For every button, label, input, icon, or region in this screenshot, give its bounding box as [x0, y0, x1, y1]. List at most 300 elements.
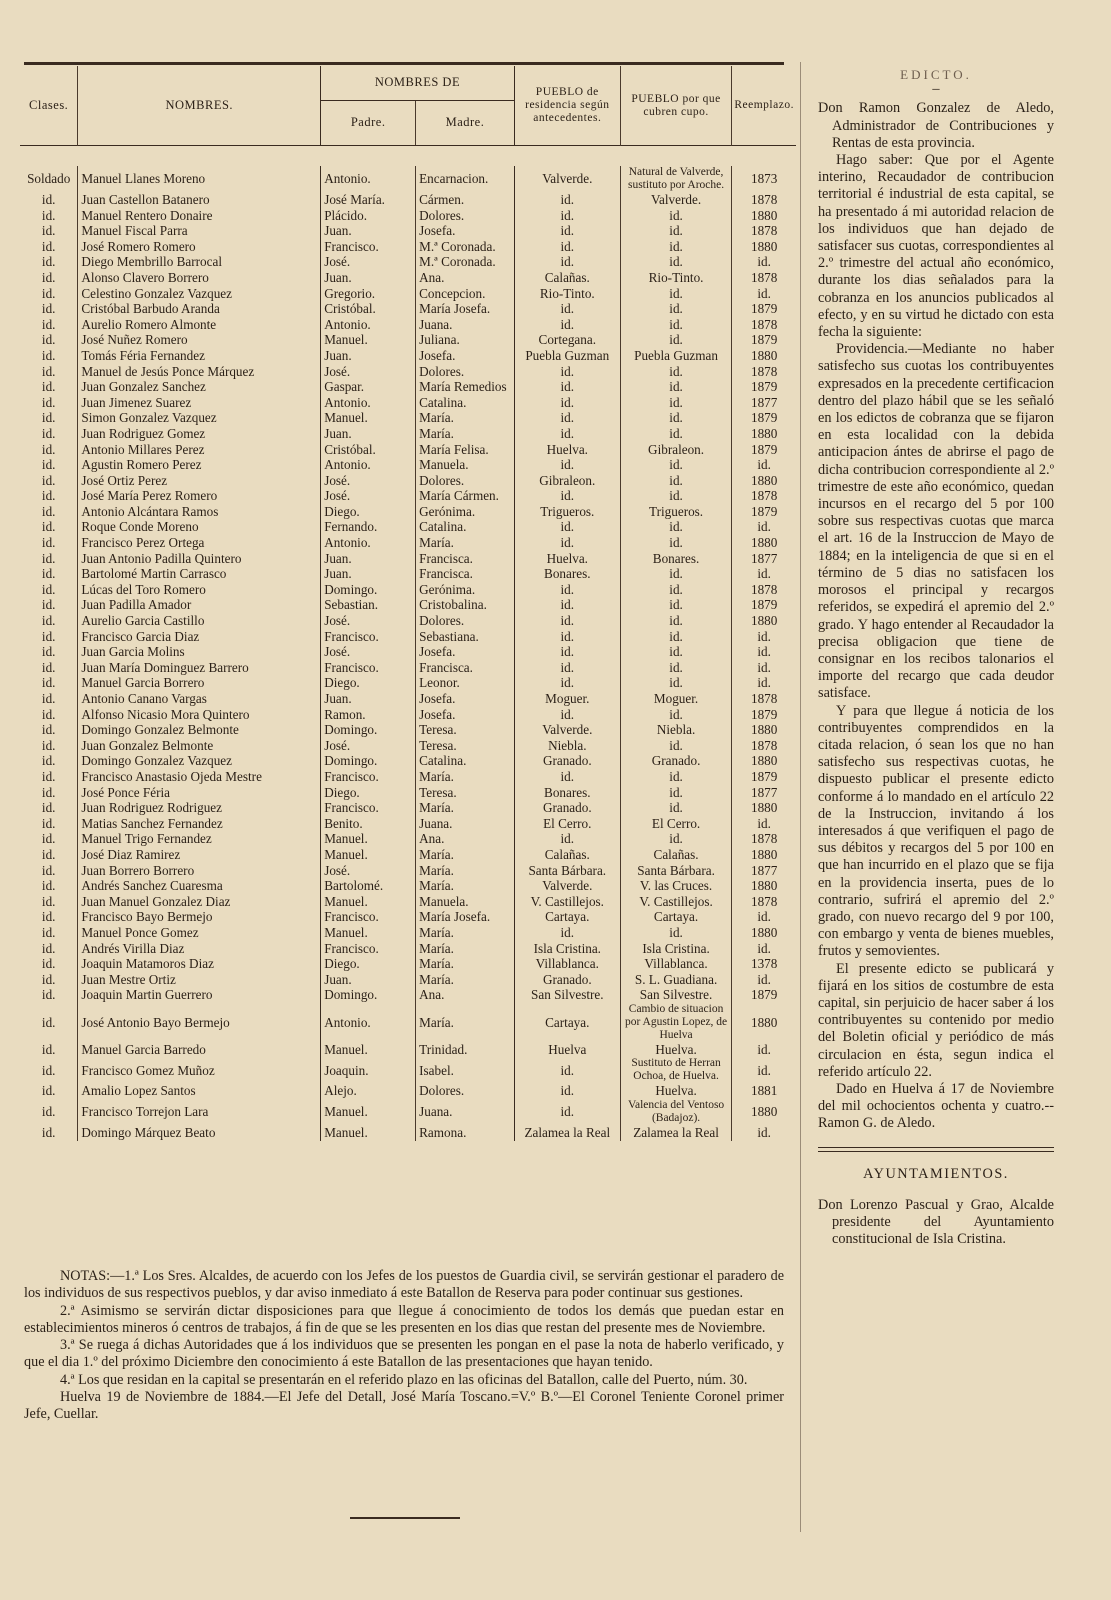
cell-clase: id.	[41, 971, 56, 987]
cell-clase: id.	[41, 503, 56, 519]
cell-padre: Benito.	[321, 816, 416, 832]
cell-padre: Francisco.	[321, 800, 416, 816]
cell-clase: id.	[41, 644, 56, 660]
cell-clase: id.	[41, 831, 56, 847]
cell-nombre: Juan Castellon Batanero	[78, 192, 321, 208]
note-4: 4.ª Los que residan en la capital se presentarán en el referido plazo en las oficinas del Batallon, calle del Puerto, núm. 30.	[60, 1371, 748, 1388]
table-row	[20, 551, 796, 567]
table-row	[20, 442, 796, 458]
table-row	[20, 1003, 796, 1042]
table-row	[20, 317, 796, 333]
cell-clase: id.	[41, 862, 56, 878]
cell-padre: José.	[321, 863, 416, 879]
cell-madre: María Felisa.	[416, 442, 515, 458]
cell-cupo: V. las Cruces.	[620, 878, 732, 894]
cell-residencia: Isla Cristina.	[514, 941, 620, 957]
cell-residencia: Huelva.	[514, 551, 620, 567]
cell-cupo: Santa Bárbara.	[620, 863, 732, 879]
cell-reemplazo: 1878	[732, 364, 796, 380]
cell-clase: id.	[41, 940, 56, 956]
cell-residencia: id.	[514, 395, 620, 411]
cell-cupo: id.	[620, 410, 732, 426]
cell-reemplazo: 1879	[732, 987, 796, 1003]
cell-padre: Gaspar.	[321, 379, 416, 395]
cell-padre: Alejo.	[321, 1083, 416, 1099]
cell-madre: Gerónima.	[416, 504, 515, 520]
cell-padre: Francisco.	[321, 239, 416, 255]
cell-nombre: Manuel Llanes Moreno	[78, 166, 321, 192]
cell-residencia: Huelva	[514, 1042, 620, 1058]
cell-nombre: Alfonso Nicasio Mora Quintero	[78, 707, 321, 723]
cell-cupo: id.	[620, 925, 732, 941]
cell-madre: María.	[416, 410, 515, 426]
cell-cupo: Valverde.	[620, 192, 732, 208]
cell-madre: Encarnacion.	[416, 166, 515, 192]
cell-madre: Teresa.	[416, 722, 515, 738]
cell-nombre: Antonio Canano Vargas	[78, 691, 321, 707]
cell-nombre: Antonio Alcántara Ramos	[78, 504, 321, 520]
cell-residencia: Granado.	[514, 753, 620, 769]
cell-clase: id.	[41, 737, 56, 753]
table-row	[20, 987, 796, 1003]
cell-padre: Ramon.	[321, 707, 416, 723]
cell-padre: Juan.	[321, 426, 416, 442]
cell-madre: Juana.	[416, 816, 515, 832]
cell-reemplazo: 1877	[732, 863, 796, 879]
cell-cupo: id.	[620, 519, 732, 535]
cell-reemplazo: 1878	[732, 317, 796, 333]
cell-reemplazo: id.	[732, 1125, 796, 1141]
cell-residencia: Calañas.	[514, 270, 620, 286]
cell-nombre: José Antonio Bayo Bermejo	[78, 1003, 321, 1042]
cell-clase: id.	[41, 597, 56, 613]
cell-nombre: Domingo Gonzalez Vazquez	[78, 753, 321, 769]
cell-reemplazo: 1880	[732, 535, 796, 551]
cell-madre: María.	[416, 426, 515, 442]
cell-padre: Diego.	[321, 785, 416, 801]
cell-cupo: id.	[620, 738, 732, 754]
table-row	[20, 753, 796, 769]
cell-nombre: Manuel de Jesús Ponce Márquez	[78, 364, 321, 380]
cell-nombre: Roque Conde Moreno	[78, 519, 321, 535]
cell-padre: Sebastian.	[321, 597, 416, 613]
cell-nombre: Diego Membrillo Barrocal	[78, 254, 321, 270]
note-3: 3.ª Se ruega á dichas Autoridades que á los individuos que se presenten les pongan en el pase la nota de haberlo verificado, y que el dia 1.º del próximo Diciembre den conocimiento á este Batallon de las presentaciones que hayan tenido.	[24, 1337, 784, 1371]
cell-madre: María.	[416, 941, 515, 957]
table-row	[20, 1057, 796, 1083]
cell-clase: id.	[41, 628, 56, 644]
cell-madre: María Remedios	[416, 379, 515, 395]
cell-madre: Dolores.	[416, 208, 515, 224]
cell-nombre: Francisco Perez Ortega	[78, 535, 321, 551]
cell-reemplazo: 1880	[732, 925, 796, 941]
cell-cupo: Huelva.	[620, 1042, 732, 1058]
cell-reemplazo: id.	[732, 519, 796, 535]
cell-clase: id.	[41, 519, 56, 535]
cell-padre: Domingo.	[321, 753, 416, 769]
cell-padre: Manuel.	[321, 332, 416, 348]
cell-madre: Teresa.	[416, 738, 515, 754]
cell-padre: Juan.	[321, 551, 416, 567]
cell-padre: Antonio.	[321, 535, 416, 551]
cell-reemplazo: id.	[732, 972, 796, 988]
table-row	[20, 239, 796, 255]
cell-padre: Plácido.	[321, 208, 416, 224]
cell-padre: Francisco.	[321, 769, 416, 785]
cell-madre: Juliana.	[416, 332, 515, 348]
cell-reemplazo: 1880	[732, 847, 796, 863]
cell-clase: id.	[41, 1014, 56, 1030]
table-row	[20, 660, 796, 676]
cell-madre: María Cármen.	[416, 488, 515, 504]
cell-residencia: id.	[514, 379, 620, 395]
cell-cupo: Natural de Valverde, sustituto por Aroche.	[620, 166, 732, 192]
cell-cupo: Niebla.	[620, 722, 732, 738]
cell-reemplazo: 1878	[732, 831, 796, 847]
table-row	[20, 863, 796, 879]
cell-padre: José.	[321, 473, 416, 489]
cell-madre: Cristobalina.	[416, 597, 515, 613]
edicto-paragraph-2: Providencia.—Mediante no haber satisfecho sus cuotas los contribuyentes expresados en la precedente certificacion dentro del plazo hábil que se les señaló en los edictos de cobranza que se fijaron en esta localidad con la debida anticipacion ántes de abrirse el pago de dicha contribucion correspondiente al 2.º trimestre de este año económico, quedan incursos en el recargo del 5 por 100 sobre sus respectivas cuotas que marca el art. 16 de la Instruccion de Mayo de 1884; en la inteligencia de que si en el término de 5 dias no satisfacen los morosos el principal y recargos referidos, se expedirá el apremio del 2.º grado. Y hago entender al Recaudador la precisa obligacion que tiene de consignar en los recibos talonarios el importe del recargo que cada deudor satisface.	[818, 341, 1054, 702]
cell-nombre: Celestino Gonzalez Vazquez	[78, 286, 321, 302]
cell-residencia: Cartaya.	[514, 1003, 620, 1042]
header-nombres: NOMBRES.	[78, 66, 321, 146]
cell-padre: José.	[321, 738, 416, 754]
table-row	[20, 566, 796, 582]
roster-table	[20, 66, 796, 1141]
cell-madre: Francisca.	[416, 660, 515, 676]
cell-clase: id.	[41, 410, 56, 426]
cell-nombre: Juan Garcia Molins	[78, 644, 321, 660]
cell-reemplazo: 1880	[732, 239, 796, 255]
cell-cupo: Puebla Guzman	[620, 348, 732, 364]
cell-residencia: id.	[514, 426, 620, 442]
cell-nombre: Domingo Gonzalez Belmonte	[78, 722, 321, 738]
edicto-title: EDICTO.	[900, 67, 972, 82]
header-row-top	[20, 66, 796, 101]
table-row	[20, 878, 796, 894]
cell-padre: José.	[321, 488, 416, 504]
cell-cupo: id.	[620, 332, 732, 348]
cell-residencia: Bonares.	[514, 785, 620, 801]
cell-madre: Josefa.	[416, 691, 515, 707]
cell-nombre: Alonso Clavero Borrero	[78, 270, 321, 286]
cell-cupo: Cambio de situacion por Agustin Lopez, de Huelva	[620, 1003, 732, 1042]
cell-residencia: El Cerro.	[514, 816, 620, 832]
cell-clase: id.	[41, 659, 56, 675]
cell-reemplazo: 1880	[732, 473, 796, 489]
cell-madre: Josefa.	[416, 348, 515, 364]
cell-cupo: id.	[620, 613, 732, 629]
cell-nombre: Tomás Féria Fernandez	[78, 348, 321, 364]
table-row	[20, 1042, 796, 1058]
cell-residencia: Puebla Guzman	[514, 348, 620, 364]
cell-reemplazo: 1878	[732, 270, 796, 286]
cell-padre: Juan.	[321, 566, 416, 582]
table-row	[20, 691, 796, 707]
cell-nombre: Manuel Garcia Borrero	[78, 675, 321, 691]
cell-nombre: Andrés Virilla Diaz	[78, 941, 321, 957]
cell-residencia: id.	[514, 208, 620, 224]
cell-clase: id.	[41, 457, 56, 473]
cell-madre: María.	[416, 769, 515, 785]
table-row	[20, 707, 796, 723]
cell-reemplazo: 1880	[732, 348, 796, 364]
note-1: NOTAS:—1.ª Los Sres. Alcaldes, de acuerdo con los Jefes de los puestos de Guardia civil, se servirán gestionar el paradero de los individuos de sus respectivos pueblos, y dar aviso inmediato á este Batallon de Reserva para poder continuar sus gestiones.	[24, 1268, 784, 1302]
cell-padre: Diego.	[321, 956, 416, 972]
cell-padre: Francisco.	[321, 629, 416, 645]
table-row	[20, 1125, 796, 1141]
cell-residencia: id.	[514, 1057, 620, 1083]
cell-residencia: id.	[514, 675, 620, 691]
cell-clase: id.	[41, 207, 56, 223]
cell-nombre: Amalio Lopez Santos	[78, 1083, 321, 1099]
table-row	[20, 457, 796, 473]
cell-residencia: Valverde.	[514, 878, 620, 894]
cell-nombre: Aurelio Garcia Castillo	[78, 613, 321, 629]
cell-reemplazo: id.	[732, 1057, 796, 1083]
cell-madre: Josefa.	[416, 644, 515, 660]
cell-reemplazo: 1880	[732, 753, 796, 769]
cell-reemplazo: id.	[732, 254, 796, 270]
cell-cupo: id.	[620, 800, 732, 816]
cell-padre: José.	[321, 644, 416, 660]
cell-clase: id.	[41, 878, 56, 894]
table-row	[20, 426, 796, 442]
cell-cupo: Moguer.	[620, 691, 732, 707]
notes-signature: Huelva 19 de Noviembre de 1884.—El Jefe del Detall, José María Toscano.=V.º B.º—El Coronel Teniente Coronel primer Jefe, Cuellar.	[24, 1389, 784, 1423]
cell-cupo: id.	[620, 535, 732, 551]
cell-nombre: Juan Antonio Padilla Quintero	[78, 551, 321, 567]
cell-madre: María.	[416, 535, 515, 551]
cell-padre: Francisco.	[321, 660, 416, 676]
cell-cupo: id.	[620, 379, 732, 395]
cell-clase: id.	[41, 1041, 56, 1057]
cell-cupo: Huelva.	[620, 1083, 732, 1099]
cell-padre: Domingo.	[321, 987, 416, 1003]
cell-madre: Gerónima.	[416, 582, 515, 598]
cell-residencia: V. Castillejos.	[514, 894, 620, 910]
cell-cupo: id.	[620, 675, 732, 691]
table-row	[20, 582, 796, 598]
cell-cupo: id.	[620, 395, 732, 411]
cell-residencia: Rio-Tinto.	[514, 286, 620, 302]
cell-cupo: id.	[620, 707, 732, 723]
table-row	[20, 738, 796, 754]
cell-padre: Antonio.	[321, 457, 416, 473]
cell-padre: Manuel.	[321, 1099, 416, 1125]
cell-reemplazo: id.	[732, 941, 796, 957]
header-padre: Padre.	[321, 101, 416, 146]
table-row	[20, 208, 796, 224]
cell-clase: id.	[41, 1083, 56, 1099]
table-row	[20, 332, 796, 348]
cell-clase: id.	[41, 332, 56, 348]
cell-reemplazo: 1879	[732, 769, 796, 785]
cell-cupo: S. L. Guadiana.	[620, 972, 732, 988]
cell-madre: María.	[416, 863, 515, 879]
cell-padre: José.	[321, 364, 416, 380]
cell-reemplazo: id.	[732, 675, 796, 691]
cell-padre: Juan.	[321, 691, 416, 707]
cell-nombre: Juan Rodriguez Rodriguez	[78, 800, 321, 816]
cell-cupo: Granado.	[620, 753, 732, 769]
cell-madre: María.	[416, 847, 515, 863]
cell-padre: Manuel.	[321, 925, 416, 941]
cell-padre: Joaquin.	[321, 1057, 416, 1083]
cell-reemplazo: 1877	[732, 551, 796, 567]
table-row	[20, 166, 796, 192]
cell-nombre: Joaquin Matamoros Diaz	[78, 956, 321, 972]
notes-section	[24, 1268, 784, 1424]
cell-residencia: id.	[514, 317, 620, 333]
cell-cupo: id.	[620, 597, 732, 613]
column-divider	[800, 62, 801, 1532]
cell-residencia: id.	[514, 613, 620, 629]
cell-cupo: Cartaya.	[620, 909, 732, 925]
cell-cupo: id.	[620, 644, 732, 660]
table-row	[20, 894, 796, 910]
table-row	[20, 1083, 796, 1099]
table-row	[20, 379, 796, 395]
cell-madre: Cármen.	[416, 192, 515, 208]
cell-padre: Juan.	[321, 270, 416, 286]
cell-nombre: Matias Sanchez Fernandez	[78, 816, 321, 832]
cell-madre: María.	[416, 972, 515, 988]
cell-reemplazo: 1880	[732, 722, 796, 738]
cell-clase: id.	[41, 1062, 56, 1078]
cell-clase: id.	[41, 691, 56, 706]
cell-reemplazo: id.	[732, 909, 796, 925]
ayuntamientos-heading: Don Lorenzo Pascual y Grao, Alcalde presidente del Ayuntamiento constitucional de Isla Cristina.	[818, 1196, 1054, 1248]
cell-residencia: Bonares.	[514, 566, 620, 582]
cell-clase: id.	[41, 223, 56, 239]
cell-padre: José María.	[321, 192, 416, 208]
cell-padre: Manuel.	[321, 831, 416, 847]
cell-padre: José.	[321, 613, 416, 629]
cell-residencia: id.	[514, 644, 620, 660]
cell-cupo: Valencia del Ventoso (Badajoz).	[620, 1099, 732, 1125]
cell-residencia: id.	[514, 535, 620, 551]
cell-cupo: Rio-Tinto.	[620, 270, 732, 286]
cell-reemplazo: 1879	[732, 707, 796, 723]
cell-madre: María Josefa.	[416, 301, 515, 317]
header-spacer	[20, 146, 796, 167]
cell-madre: Teresa.	[416, 785, 515, 801]
cell-clase: id.	[41, 472, 56, 488]
cell-nombre: Joaquin Martin Guerrero	[78, 987, 321, 1003]
header-madre: Madre.	[416, 101, 515, 146]
cell-madre: Ana.	[416, 270, 515, 286]
cell-reemplazo: 1877	[732, 395, 796, 411]
table-row	[20, 613, 796, 629]
cell-nombre: Manuel Ponce Gomez	[78, 925, 321, 941]
cell-cupo: El Cerro.	[620, 816, 732, 832]
cell-residencia: id.	[514, 254, 620, 270]
cell-residencia: id.	[514, 831, 620, 847]
cell-padre: Manuel.	[321, 1042, 416, 1058]
cell-cupo: Sustituto de Herran Ochoa, de Huelva.	[620, 1057, 732, 1083]
cell-reemplazo: 1880	[732, 426, 796, 442]
cell-clase: id.	[41, 269, 56, 285]
header-clases: Clases.	[29, 97, 69, 112]
cell-reemplazo: 1880	[732, 800, 796, 816]
table-row	[20, 847, 796, 863]
cell-residencia: id.	[514, 629, 620, 645]
cell-padre: Domingo.	[321, 582, 416, 598]
cell-clase: id.	[41, 316, 56, 332]
cell-nombre: Francisco Gomez Muñoz	[78, 1057, 321, 1083]
cell-padre: Juan.	[321, 223, 416, 239]
cell-reemplazo: 1879	[732, 597, 796, 613]
cell-residencia: id.	[514, 301, 620, 317]
cell-cupo: Isla Cristina.	[620, 941, 732, 957]
cell-clase: id.	[41, 192, 56, 207]
cell-madre: Dolores.	[416, 473, 515, 489]
cell-cupo: Trigueros.	[620, 504, 732, 520]
cell-residencia: id.	[514, 192, 620, 208]
cell-nombre: Francisco Torrejon Lara	[78, 1099, 321, 1125]
cell-madre: Ana.	[416, 987, 515, 1003]
header-residencia: PUEBLO de residencia según antecedentes.	[514, 66, 620, 146]
cell-nombre: Aurelio Romero Almonte	[78, 317, 321, 333]
cell-clase: id.	[41, 1104, 56, 1120]
cell-cupo: id.	[620, 301, 732, 317]
cell-madre: Isabel.	[416, 1057, 515, 1083]
table-row	[20, 301, 796, 317]
cell-clase: id.	[41, 613, 56, 629]
cell-residencia: id.	[514, 582, 620, 598]
cell-padre: Antonio.	[321, 166, 416, 192]
cell-reemplazo: 1880	[732, 613, 796, 629]
table-row	[20, 941, 796, 957]
cell-residencia: Calañas.	[514, 847, 620, 863]
cell-clase: id.	[41, 347, 56, 363]
cell-residencia: Gibraleon.	[514, 473, 620, 489]
cell-residencia: id.	[514, 707, 620, 723]
cell-padre: Gregorio.	[321, 286, 416, 302]
table-row	[20, 816, 796, 832]
cell-reemplazo: 1378	[732, 956, 796, 972]
cell-reemplazo: 1880	[732, 1099, 796, 1125]
cell-reemplazo: 1880	[732, 208, 796, 224]
cell-madre: María.	[416, 925, 515, 941]
cell-madre: Catalina.	[416, 519, 515, 535]
cell-madre: Dolores.	[416, 613, 515, 629]
cell-cupo: id.	[620, 831, 732, 847]
cell-residencia: id.	[514, 660, 620, 676]
cell-padre: Manuel.	[321, 847, 416, 863]
table-row	[20, 925, 796, 941]
cell-madre: Leonor.	[416, 675, 515, 691]
cell-clase: id.	[41, 924, 56, 940]
cell-madre: Trinidad.	[416, 1042, 515, 1058]
cell-madre: Manuela.	[416, 457, 515, 473]
cell-madre: M.ª Coronada.	[416, 239, 515, 255]
cell-madre: María.	[416, 878, 515, 894]
table-row	[20, 488, 796, 504]
cell-clase: id.	[41, 800, 56, 816]
cell-cupo: id.	[620, 457, 732, 473]
cell-clase: id.	[41, 581, 56, 597]
cell-residencia: id.	[514, 769, 620, 785]
cell-clase: id.	[41, 550, 56, 566]
cell-cupo: San Silvestre.	[620, 987, 732, 1003]
section-separator	[818, 1147, 1054, 1152]
table-row	[20, 395, 796, 411]
cell-cupo: id.	[620, 769, 732, 785]
cell-cupo: id.	[620, 473, 732, 489]
